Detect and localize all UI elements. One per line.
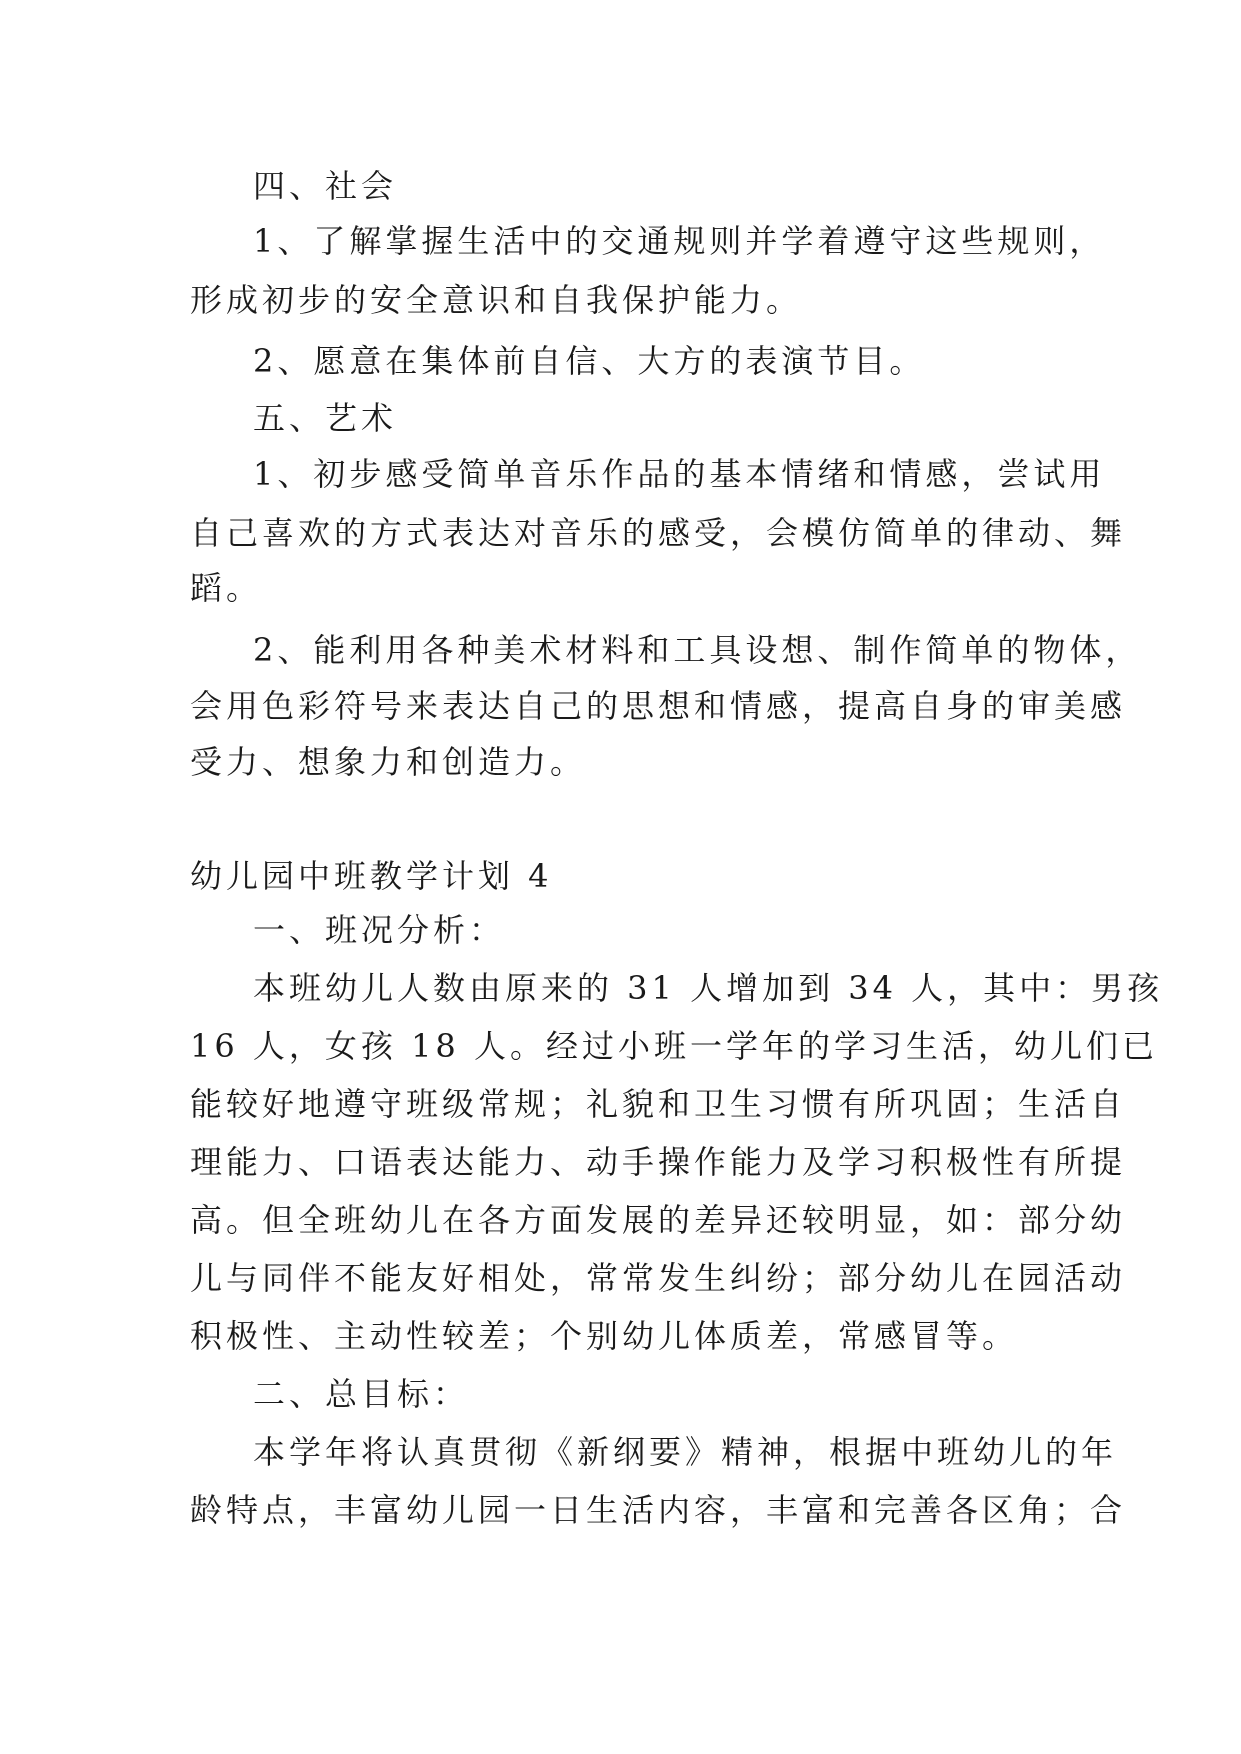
- paragraph-line: 本班幼儿人数由原来的 31 人增加到 34 人，其中：男孩: [253, 969, 1164, 1007]
- paragraph-line: 儿与同伴不能友好相处，常常发生纠纷；部分幼儿在园活动: [190, 1259, 1127, 1297]
- paragraph-line: 本学年将认真贯彻《新纲要》精神，根据中班幼儿的年: [253, 1433, 1118, 1471]
- plan-title: 幼儿园中班教学计划 4: [190, 857, 553, 895]
- paragraph-line: 会用色彩符号来表达自己的思想和情感，提高自身的审美感: [190, 687, 1127, 725]
- paragraph-line: 16 人，女孩 18 人。经过小班一学年的学习生活，幼儿们已: [190, 1027, 1158, 1065]
- paragraph-line: 受力、想象力和创造力。: [190, 743, 587, 781]
- paragraph-line: 高。但全班幼儿在各方面发展的差异还较明显，如：部分幼: [190, 1201, 1127, 1239]
- paragraph-line: 2、愿意在集体前自信、大方的表演节目。: [253, 342, 926, 380]
- section-heading-class-analysis: 一、班况分析：: [253, 911, 506, 949]
- paragraph-line: 自己喜欢的方式表达对音乐的感受，会模仿简单的律动、舞: [190, 514, 1127, 552]
- section-heading-art: 五、艺术: [253, 399, 398, 437]
- paragraph-line: 龄特点，丰富幼儿园一日生活内容，丰富和完善各区角；合: [190, 1491, 1127, 1529]
- paragraph-line: 能较好地遵守班级常规；礼貌和卫生习惯有所巩固；生活自: [190, 1085, 1127, 1123]
- paragraph-line: 1、了解掌握生活中的交通规则并学着遵守这些规则，: [253, 222, 1106, 260]
- paragraph-line: 蹈。: [190, 569, 263, 607]
- paragraph-line: 形成初步的安全意识和自我保护能力。: [190, 281, 803, 319]
- paragraph-line: 1、初步感受简单音乐作品的基本情绪和情感，尝试用: [253, 455, 1106, 493]
- section-heading-society: 四、社会: [253, 167, 398, 205]
- paragraph-line: 理能力、口语表达能力、动手操作能力及学习积极性有所提: [190, 1143, 1127, 1181]
- section-heading-overall-goal: 二、总目标：: [253, 1375, 470, 1413]
- paragraph-line: 2、能利用各种美术材料和工具设想、制作简单的物体，: [253, 631, 1142, 669]
- paragraph-line: 积极性、主动性较差；个别幼儿体质差，常感冒等。: [190, 1317, 1019, 1355]
